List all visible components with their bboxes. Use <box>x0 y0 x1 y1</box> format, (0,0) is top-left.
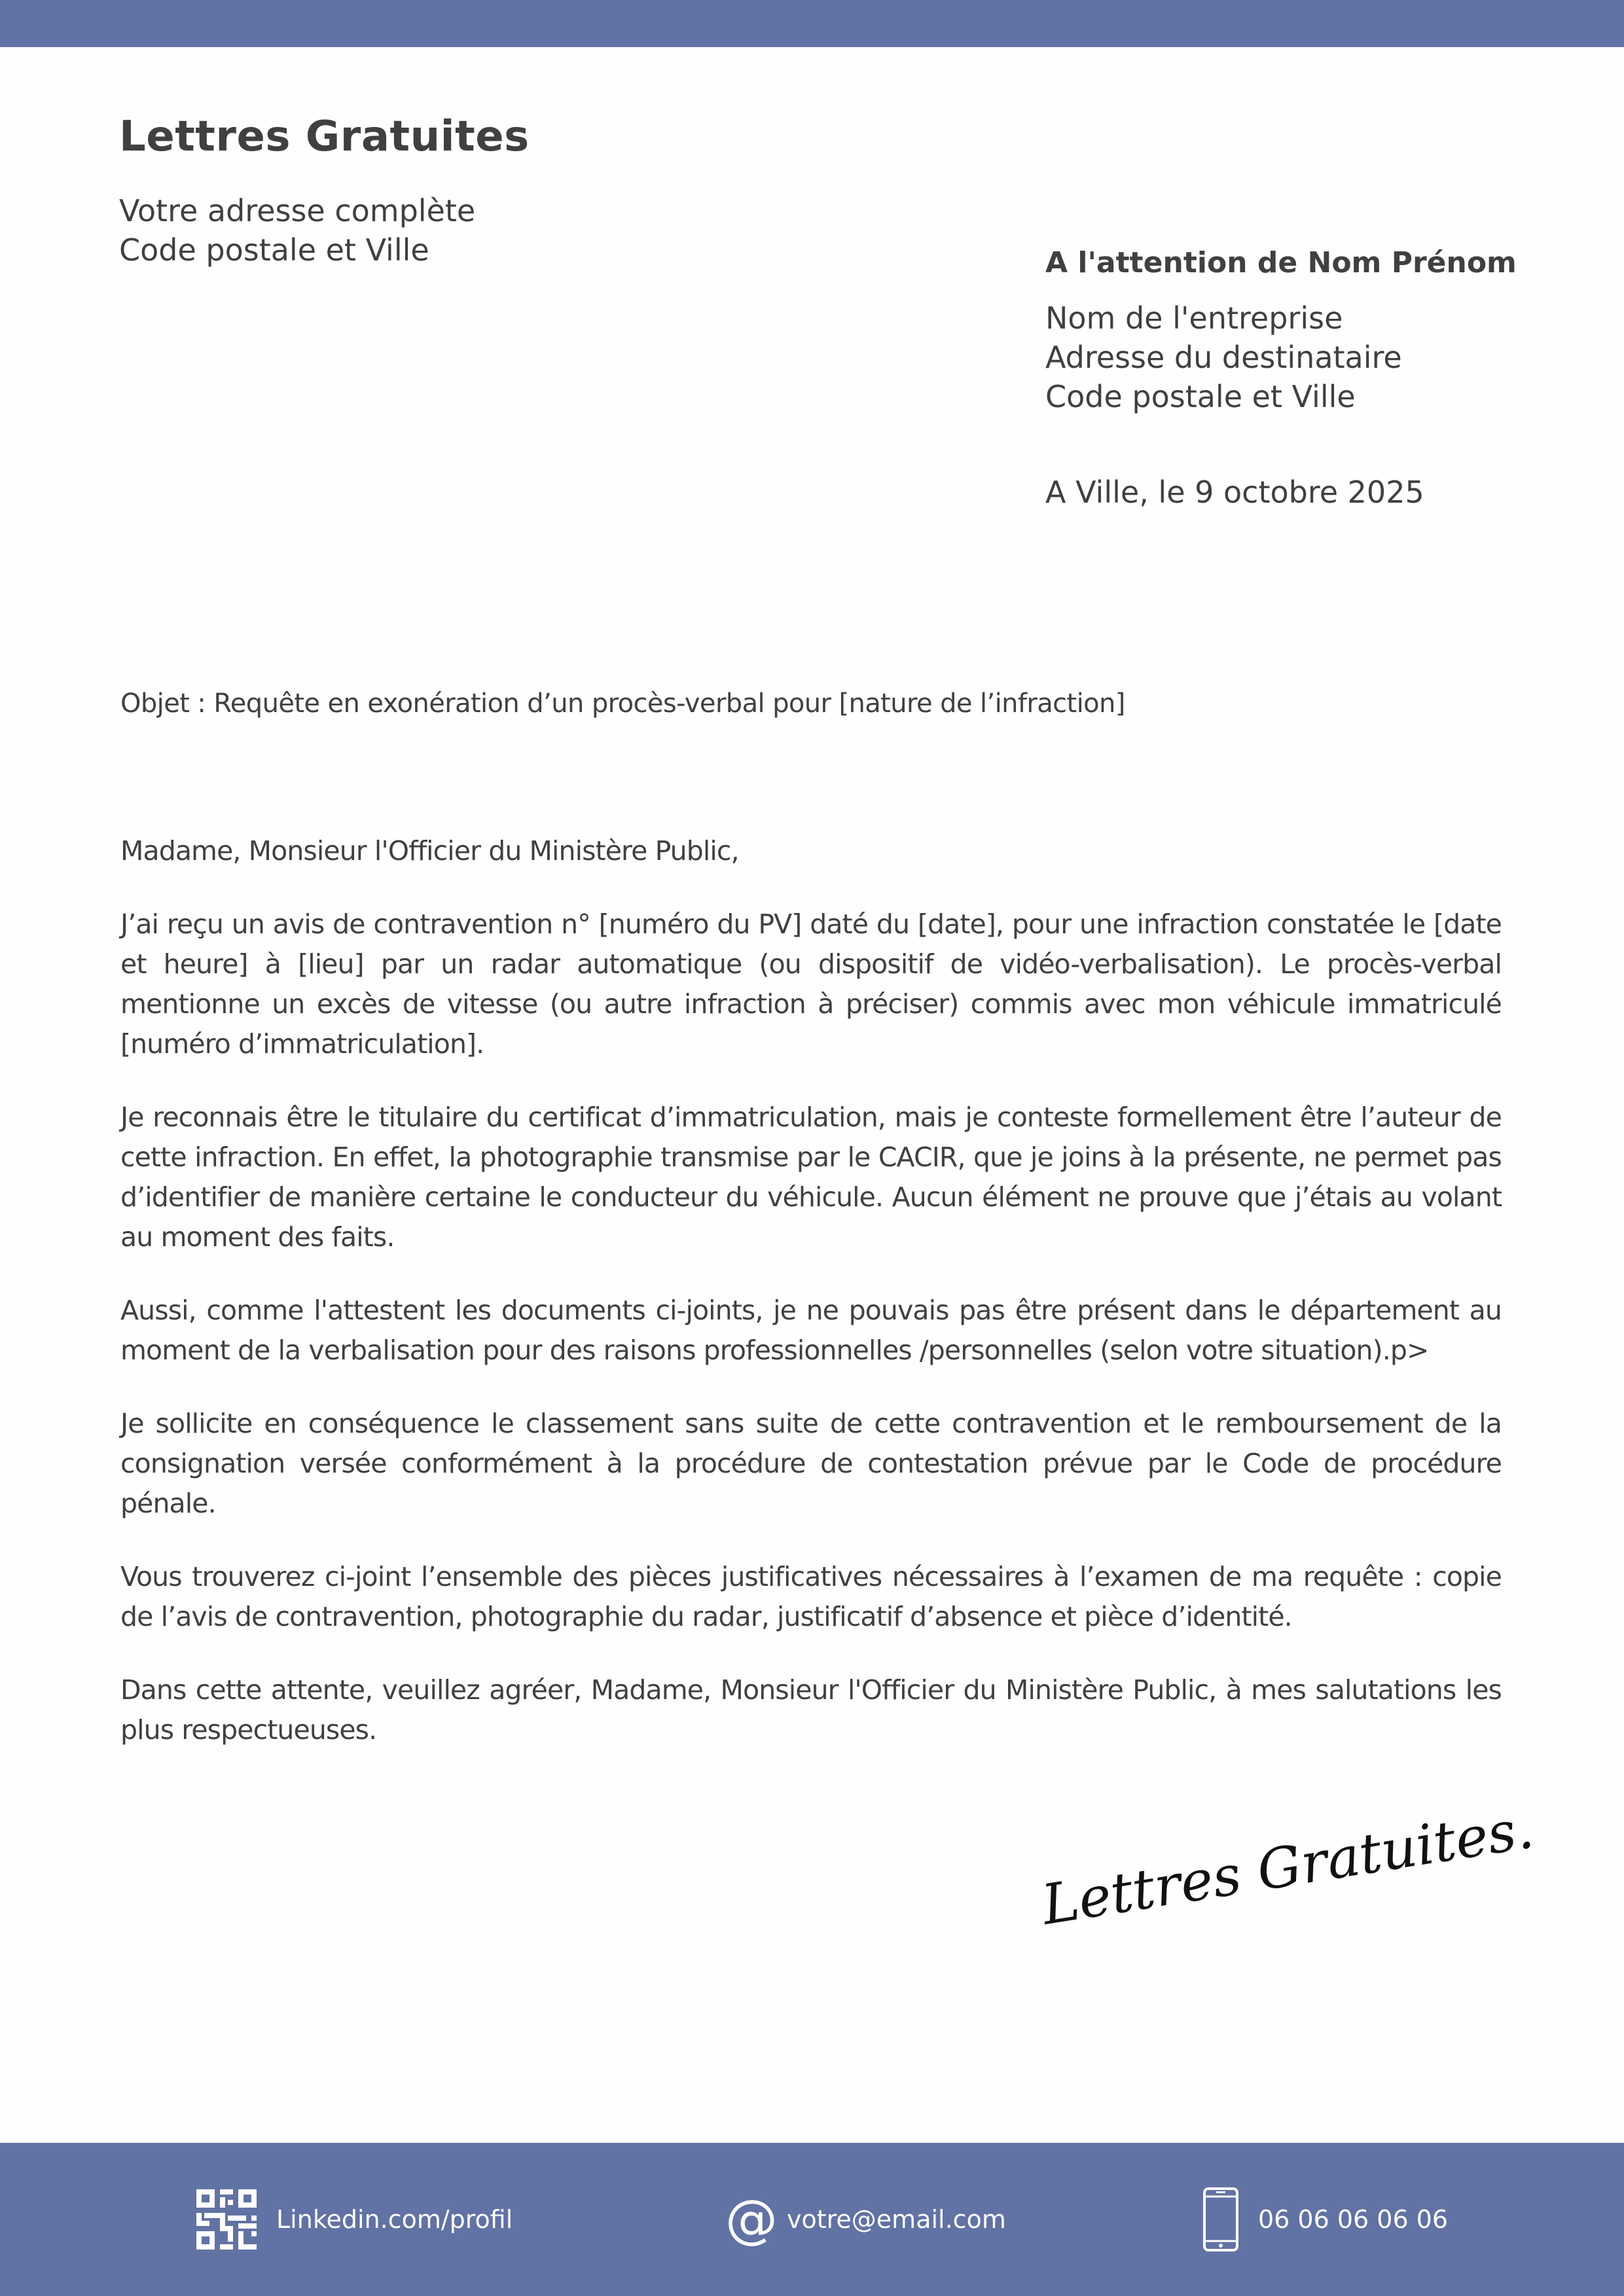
brand-title: Lettres Gratuites <box>119 113 530 161</box>
top-accent-band <box>0 0 1624 47</box>
contact-footer <box>0 2143 1624 2296</box>
footer-phone[interactable] <box>1203 2143 1448 2296</box>
recipient-block <box>1045 243 1517 416</box>
letter-date: A Ville, le 9 octobre 2025 <box>1045 475 1424 510</box>
at-sign-icon: @ <box>725 2189 778 2250</box>
handwritten-signature: Lettres Gratuites. <box>1038 1796 1538 1937</box>
recipient-address: Adresse du destinataire <box>1045 340 1402 375</box>
recipient-postal: Code postale et Ville <box>1045 379 1356 414</box>
qr-code-icon <box>196 2189 257 2250</box>
sender-postal-line: Code postale et Ville <box>119 232 429 268</box>
sender-address-line: Votre adresse complète <box>119 193 476 228</box>
body-paragraph: J’ai reçu un avis de contravention n° [numéro du PV] daté du [date], pour une infraction constatée le [date et heure] à [lieu] par un radar automatique (ou dispositif de vidéo-verbalisation). Le procès-verbal mentionne un excès de vitesse (ou autre infraction à préciser) commis avec mon véhicule immatriculé [numéro d’immatriculation]. <box>120 908 1502 1060</box>
recipient-attention: A l'attention de Nom Prénom <box>1045 246 1517 279</box>
body-paragraph: Vous trouverez ci-joint l’ensemble des pièces justificatives nécessaires à l’examen de ma requête : copie de l’avis de contravention, photographie du radar, justificatif d’absence et pièce d’identité. <box>120 1561 1502 1632</box>
footer-linkedin[interactable] <box>196 2143 513 2296</box>
email-link[interactable]: votre@email.com <box>787 2205 1006 2234</box>
linkedin-link[interactable]: Linkedin.com/profil <box>276 2205 513 2234</box>
body-paragraph: Je reconnais être le titulaire du certificat d’immatriculation, mais je conteste formellement être l’auteur de cette infraction. En effet, la photographie transmise par le CACIR, que je joins à la présente, ne permet pas d’identifier de manière certaine le conducteur du véhicule. Aucun élément ne prouve que j’étais au volant au moment des faits. <box>120 1102 1502 1253</box>
recipient-company: Nom de l'entreprise <box>1045 300 1343 336</box>
salutation: Madame, Monsieur l'Officier du Ministère Public, <box>120 835 739 867</box>
closing-paragraph: Dans cette attente, veuillez agréer, Madame, Monsieur l'Officier du Ministère Public, à mes salutations les plus respectueuses. <box>120 1674 1502 1746</box>
body-paragraph: Je sollicite en conséquence le classement sans suite de cette contravention et le remboursement de la consignation versée conformément à la procédure de contestation prévue par le Code de procédure pénale. <box>120 1408 1502 1519</box>
letter-subject: Objet : Requête en exonération d’un procès-verbal pour [nature de l’infraction] <box>120 689 1125 719</box>
sender-address <box>119 191 475 270</box>
footer-email[interactable] <box>725 2143 1006 2296</box>
smartphone-icon <box>1203 2187 1238 2251</box>
letter-body <box>120 831 1502 1784</box>
phone-number[interactable]: 06 06 06 06 06 <box>1258 2205 1449 2234</box>
body-paragraph: Aussi, comme l'attestent les documents ci-joints, je ne pouvais pas être présent dans le département au moment de la verbalisation pour des raisons professionnelles /personnelles (selon votre situation).p> <box>120 1295 1502 1366</box>
